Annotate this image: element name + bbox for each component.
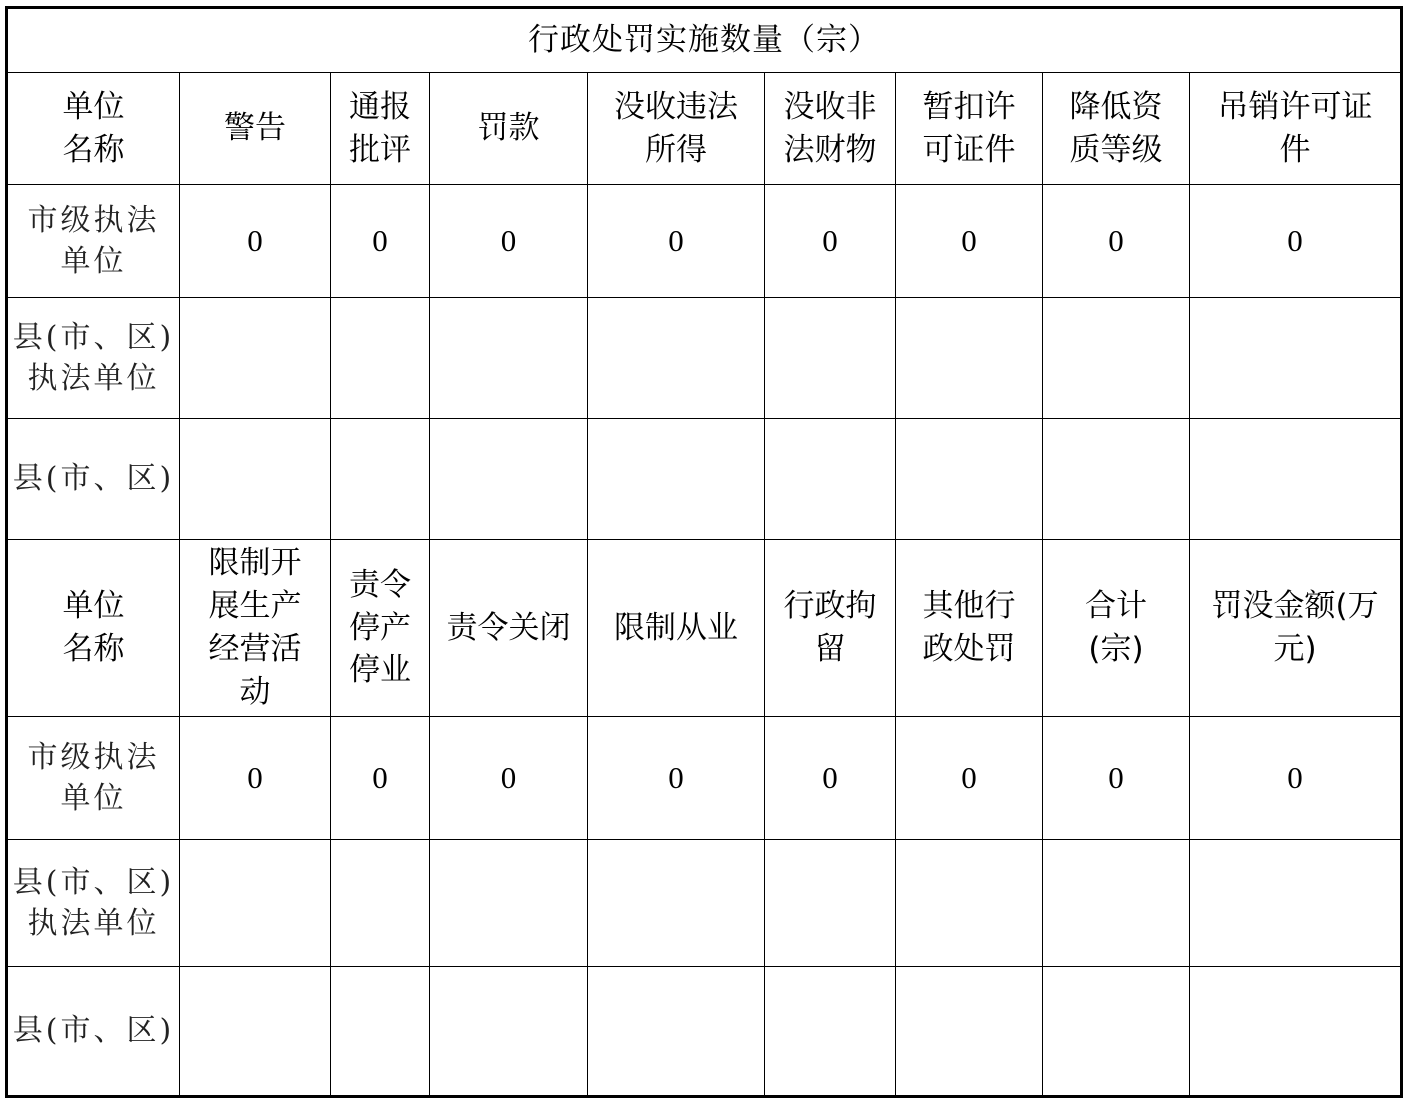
cell-value: 0 xyxy=(331,717,430,840)
cell-value xyxy=(588,967,765,1097)
unit-name-header: 单位 名称 xyxy=(7,73,180,185)
header-revoke-permit: 吊销许可证 件 xyxy=(1190,73,1402,185)
penalty-table-container xyxy=(5,6,1403,1095)
header-restrict-business: 限制开 展生产 经营活 动 xyxy=(180,540,331,717)
cell-value xyxy=(180,298,331,419)
cell-value xyxy=(1043,298,1190,419)
table-row xyxy=(7,967,1402,1097)
cell-value: 0 xyxy=(430,717,588,840)
cell-value xyxy=(765,840,896,967)
cell-value xyxy=(588,840,765,967)
cell-value xyxy=(896,967,1043,1097)
header-order-closure: 责令关闭 xyxy=(430,540,588,717)
cell-value: 0 xyxy=(588,717,765,840)
cell-value xyxy=(331,419,430,540)
table-row xyxy=(7,717,1402,840)
table-row xyxy=(7,419,1402,540)
cell-value xyxy=(1043,419,1190,540)
header-fine: 罚款 xyxy=(430,73,588,185)
penalty-table xyxy=(5,6,1403,1098)
row-label-county-unit: 县(市、区) 执法单位 xyxy=(7,840,180,967)
cell-value: 0 xyxy=(1190,717,1402,840)
table-row xyxy=(7,185,1402,298)
cell-value: 0 xyxy=(588,185,765,298)
cell-value xyxy=(1190,298,1402,419)
header-confiscate-illegal-gains: 没收违法 所得 xyxy=(588,73,765,185)
row-label-city-unit: 市级执法 单位 xyxy=(7,717,180,840)
header-administrative-detention: 行政拘 留 xyxy=(765,540,896,717)
cell-value xyxy=(1190,419,1402,540)
cell-value xyxy=(765,967,896,1097)
cell-value xyxy=(765,419,896,540)
cell-value xyxy=(430,419,588,540)
cell-value: 0 xyxy=(1043,717,1190,840)
title-row xyxy=(7,8,1402,73)
cell-value: 0 xyxy=(180,717,331,840)
cell-value xyxy=(896,419,1043,540)
cell-value: 0 xyxy=(765,717,896,840)
cell-value: 0 xyxy=(180,185,331,298)
cell-value xyxy=(588,419,765,540)
cell-value xyxy=(896,298,1043,419)
cell-value xyxy=(331,840,430,967)
cell-value xyxy=(1190,967,1402,1097)
header-warning: 警告 xyxy=(180,73,331,185)
section1-header-row xyxy=(7,73,1402,185)
cell-value xyxy=(180,840,331,967)
cell-value xyxy=(430,967,588,1097)
cell-value: 0 xyxy=(331,185,430,298)
header-restrict-practice: 限制从业 xyxy=(588,540,765,717)
header-confiscate-illegal-property: 没收非 法财物 xyxy=(765,73,896,185)
header-circulate-criticism: 通报 批评 xyxy=(331,73,430,185)
cell-value xyxy=(1043,967,1190,1097)
cell-value xyxy=(180,419,331,540)
header-total: 合计 (宗) xyxy=(1043,540,1190,717)
table-title: 行政处罚实施数量（宗） xyxy=(7,8,1402,73)
unit-name-header: 单位 名称 xyxy=(7,540,180,717)
section2-header-row xyxy=(7,540,1402,717)
cell-value: 0 xyxy=(430,185,588,298)
cell-value: 0 xyxy=(896,185,1043,298)
table-row xyxy=(7,840,1402,967)
header-suspend-permit: 暂扣许 可证件 xyxy=(896,73,1043,185)
row-label-county: 县(市、区) xyxy=(7,967,180,1097)
header-other-penalty: 其他行 政处罚 xyxy=(896,540,1043,717)
cell-value xyxy=(331,967,430,1097)
header-order-suspension: 责令 停产 停业 xyxy=(331,540,430,717)
header-penalty-amount: 罚没金额(万 元) xyxy=(1190,540,1402,717)
row-label-county: 县(市、区) xyxy=(7,419,180,540)
cell-value: 0 xyxy=(896,717,1043,840)
cell-value xyxy=(1043,840,1190,967)
table-row xyxy=(7,298,1402,419)
cell-value xyxy=(180,967,331,1097)
row-label-city-unit: 市级执法 单位 xyxy=(7,185,180,298)
header-lower-qualification: 降低资 质等级 xyxy=(1043,73,1190,185)
cell-value xyxy=(430,840,588,967)
cell-value: 0 xyxy=(765,185,896,298)
cell-value xyxy=(331,298,430,419)
cell-value xyxy=(588,298,765,419)
cell-value: 0 xyxy=(1043,185,1190,298)
cell-value xyxy=(430,298,588,419)
row-label-county-unit: 县(市、区) 执法单位 xyxy=(7,298,180,419)
cell-value xyxy=(765,298,896,419)
cell-value xyxy=(1190,840,1402,967)
cell-value: 0 xyxy=(1190,185,1402,298)
cell-value xyxy=(896,840,1043,967)
